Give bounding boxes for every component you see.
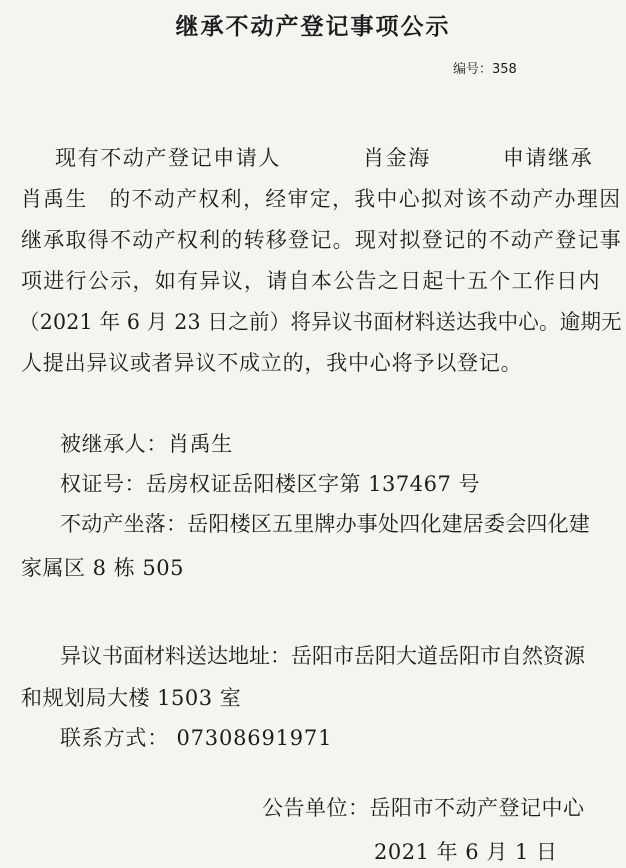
- body-line-1-suffix: 申请继承: [502, 146, 594, 170]
- issue-date: 2021 年 6 月 1 日: [374, 840, 558, 864]
- applicant-name: 肖金海: [363, 146, 431, 170]
- body-line-5: （2021 年 6 月 23 日之前）将异议书面材料送达我中心。逾期无: [19, 310, 622, 334]
- page-title: 继承不动产登记事项公示: [175, 14, 451, 40]
- body-line-1: [55, 148, 593, 169]
- body-line-2: [21, 189, 622, 210]
- body-line-3: 继承取得不动产权利的转移登记。现对拟登记的不动产登记事: [21, 228, 623, 252]
- issuer: 公告单位：岳阳市不动产登记中心: [262, 796, 585, 820]
- contact-info: 联系方式： 07308691971: [60, 726, 333, 750]
- document-number: [453, 58, 517, 77]
- document-number-label: 编号：: [453, 62, 493, 77]
- property-location-line-2: 家属区 8 栋 505: [21, 556, 184, 580]
- certificate-number: 权证号：岳房权证岳阳楼区字第 137467 号: [60, 472, 481, 496]
- decedent-inline-name: 肖禹生: [21, 187, 88, 211]
- objection-address-line-2: 和规划局大楼 1503 室: [21, 686, 242, 710]
- document-number-value: 358: [492, 62, 517, 77]
- decedent-detail: 被继承人：肖禹生: [60, 432, 233, 456]
- body-line-4: 项进行公示，如有异议，请自本公告之日起十五个工作日内: [21, 269, 601, 293]
- objection-address-line-1: 异议书面材料送达地址：岳阳市岳阳大道岳阳市自然资源: [60, 644, 585, 668]
- property-location-line-1: 不动产坐落：岳阳楼区五里牌办事处四化建居委会四化建: [60, 512, 590, 536]
- body-line-1-prefix: 现有不动产登记申请人: [55, 146, 281, 170]
- body-line-6: 人提出异议或者异议不成立的，我中心将予以登记。: [21, 351, 523, 375]
- body-line-2-rest: 的不动产权利，经审定，我中心拟对该不动产办理因: [109, 187, 622, 211]
